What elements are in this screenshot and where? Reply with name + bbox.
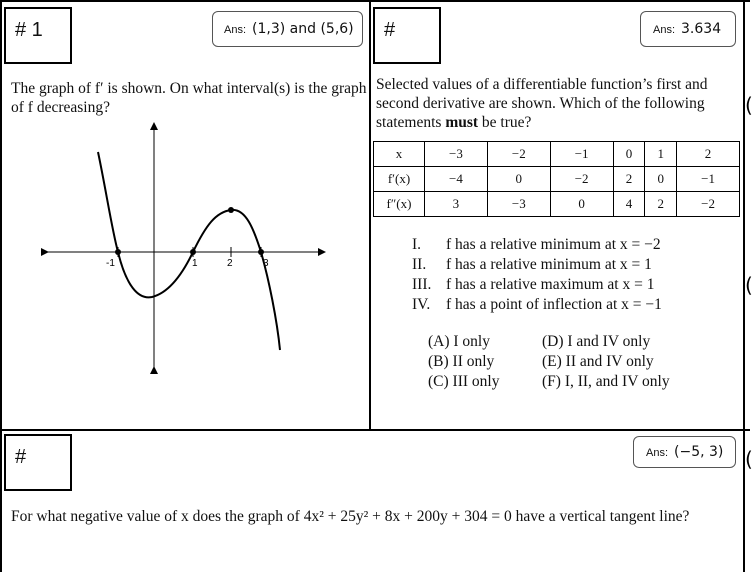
q1-number-box (4, 7, 72, 64)
table-cell: −1 (550, 142, 613, 167)
table-cell: −2 (677, 192, 740, 217)
table-cell: 0 (613, 142, 645, 167)
statement: II. f has a relative minimum at x = 1 (412, 256, 652, 273)
statement: III. f has a relative maximum at x = 1 (412, 276, 655, 293)
max-point (228, 207, 234, 213)
q2-answer-label: Ans: (653, 24, 676, 36)
q1-answer-value: (1,3) and (5,6) (252, 21, 354, 37)
choice-b[interactable]: (B) II only (428, 353, 495, 370)
tick-label-3: 3 (263, 258, 269, 269)
choice-a[interactable]: (A) I only (428, 333, 490, 350)
table-cell: 0 (487, 167, 550, 192)
table-cell: 1 (645, 142, 677, 167)
q2-answer-box (640, 11, 736, 47)
q2-question (376, 75, 740, 132)
table-cell: −3 (487, 192, 550, 217)
table-cell: −4 (425, 167, 488, 192)
q3-answer-value: (−5, 3) (674, 444, 724, 460)
zero-point (115, 249, 121, 255)
q3-question: For what negative value of x does the graph of 4x² + 25y² + 8x + 200y + 304 = 0 have a vertical tangent line? (11, 508, 690, 525)
q1-derivative-graph (40, 120, 330, 380)
edge-glyph: ( (745, 93, 753, 117)
table-row (374, 167, 740, 192)
divider-horizontal (0, 429, 750, 431)
edge-glyph: ( (745, 447, 753, 471)
table-row (374, 192, 740, 217)
tick-label-neg1: -1 (106, 258, 115, 269)
divider-vertical (369, 0, 371, 430)
table-cell: x (374, 142, 425, 167)
table-cell: −2 (487, 142, 550, 167)
q2-number: # (384, 19, 396, 41)
zero-point (258, 249, 264, 255)
choice-f[interactable]: (F) I, II, and IV only (542, 373, 670, 390)
q1-answer-label: Ans: (224, 24, 247, 36)
table-cell: 2 (613, 167, 645, 192)
zero-point (190, 249, 196, 255)
q1-number: # 1 (15, 19, 43, 41)
table-cell: f′(x) (374, 167, 425, 192)
choice-c[interactable]: (C) III only (428, 373, 500, 390)
table-row (374, 142, 740, 167)
q2-values-table (373, 141, 740, 217)
border-top (0, 0, 750, 2)
table-cell: −3 (425, 142, 488, 167)
statement: I. f has a relative minimum at x = −2 (412, 236, 661, 253)
table-cell: 2 (677, 142, 740, 167)
table-cell: 2 (645, 192, 677, 217)
table-cell: 0 (550, 192, 613, 217)
table-cell: −1 (677, 167, 740, 192)
choice-d[interactable]: (D) I and IV only (542, 333, 651, 350)
q3-number-box (4, 434, 72, 491)
table-cell: f″(x) (374, 192, 425, 217)
tick-label-1: 1 (192, 258, 198, 269)
q3-answer-label: Ans: (646, 447, 669, 459)
f-prime-curve (98, 152, 280, 350)
tick-label-2: 2 (227, 258, 233, 269)
q2-number-box (373, 7, 441, 64)
q2-question-text: Selected values of a differentiable function’s first and second derivative are shown. Which of the following statements must be true? (376, 76, 708, 131)
choice-e[interactable]: (E) II and IV only (542, 353, 654, 370)
table-cell: 3 (425, 192, 488, 217)
statement: IV. f has a point of inflection at x = −1 (412, 296, 662, 313)
q1-question: The graph of f′ is shown. On what interval(s) is the graph of f decreasing? (11, 80, 367, 116)
q2-answer-value: 3.634 (681, 21, 722, 37)
border-left (0, 0, 2, 572)
q3-answer-box (633, 436, 736, 468)
table-cell: −2 (550, 167, 613, 192)
q3-number: # (15, 446, 27, 468)
table-cell: 0 (645, 167, 677, 192)
q1-answer-box (212, 11, 363, 47)
table-cell: 4 (613, 192, 645, 217)
edge-glyph: ( (745, 273, 753, 297)
